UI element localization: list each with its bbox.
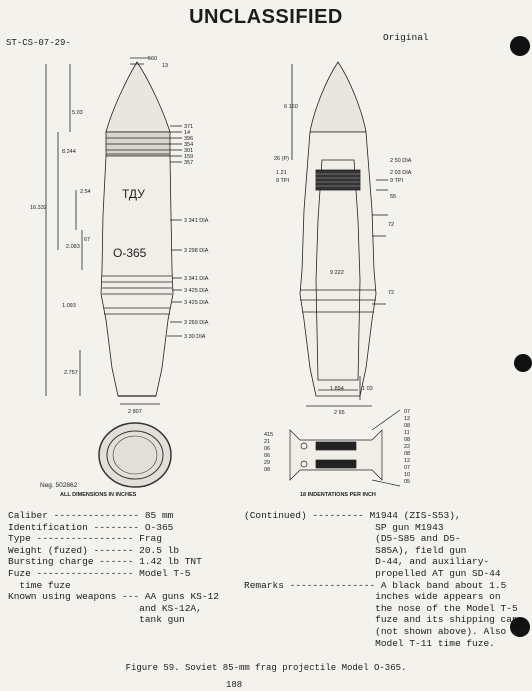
dim-label: 10 (404, 472, 411, 478)
continued-line: propelled AT gun SD-44 (375, 567, 501, 579)
dim-label: 3 425 DIA (184, 288, 209, 294)
spec-value-type: Frag (139, 533, 162, 545)
dim-label: 2 50 DIA (390, 158, 412, 164)
spec-value-fuze: Model T-5 (139, 567, 191, 579)
remarks-label: Remarks (244, 579, 284, 591)
continued-line: S85A), field gun (375, 544, 467, 556)
dim-label: 14 (184, 130, 191, 136)
spec-value-weapons-1: AA guns KS-12 (144, 591, 219, 603)
dim-label: 26 (P) (274, 156, 289, 162)
neg-label: Neg. 502862 (40, 482, 78, 489)
spec-value-weapons-2: and KS-12A, (139, 602, 202, 614)
dim-label: 3 269 DIA (184, 320, 209, 326)
stencil-middle: О-365 (113, 246, 147, 260)
specs-table: Caliber --------------- 85 mm Identification -------- O-365 Type ----------------- Frag Weight (fuzed) ------- 20.5 lb Bursting charge ------ 1.42 lb TNT Fuze ----------------- Model T-5 time fuze Known using weapons --- AA guns KS-12 and KS-12A, tank gun (8, 510, 219, 626)
dim-label: 357 (184, 160, 194, 166)
remarks-line: fuze and its shipping cap (375, 614, 518, 626)
spec-label-weapons: Known using weapons (8, 591, 117, 603)
dim-label: 3 425 DIA (184, 300, 209, 306)
dim-label: 07 (404, 409, 411, 415)
dim-label: 72 (388, 290, 395, 296)
dim-label: 9 222 (330, 270, 344, 276)
dim-label: 08 (264, 467, 271, 473)
figure-caption: Figure 59. Soviet 85-mm frag projectile Model O-365. (125, 663, 407, 673)
dim-label: 6 160 (284, 104, 298, 110)
dim-label: 12 (404, 458, 411, 464)
dim-label: 354 (184, 142, 194, 148)
spec-value-weight: 20.5 lb (139, 544, 180, 556)
spec-value-fuze-cont: time fuze (19, 579, 71, 591)
dim-label: 06 (264, 453, 271, 459)
dim-label: 2.54 (80, 189, 91, 195)
dim-label: 21 (264, 439, 271, 445)
dim-label: 9 TPI (276, 178, 290, 184)
dim-label: 1 03 (362, 386, 373, 392)
dim-label: 06 (264, 446, 271, 452)
document-number: ST-CS-07-29- (6, 38, 71, 48)
dim-label: 415 (264, 432, 274, 438)
projectile-section-view (292, 62, 388, 406)
projectile-exterior-view (46, 58, 182, 404)
dim-label: 22 (404, 444, 411, 450)
dim-label: 67 (84, 237, 91, 243)
spec-value-caliber: 85 mm (144, 510, 174, 521)
dim-label: 2.083 (66, 244, 80, 250)
dim-label: 1.093 (62, 303, 76, 309)
dim-label: 08 (404, 451, 411, 457)
dim-label: 2 65 (334, 410, 345, 416)
remarks-line: A black band about 1.5 (380, 579, 507, 591)
spec-label-weight: Weight (fuzed) (8, 544, 88, 556)
dim-label: 1 21 (276, 170, 287, 176)
dim-label: 3 298 DIA (184, 248, 209, 254)
remarks-line: (not shown above). Also use (375, 625, 530, 637)
band-detail (290, 410, 400, 486)
dim-label: 16.332 (30, 205, 47, 211)
dim-label: 396 (184, 136, 194, 142)
dim-label: 2 03 DIA (390, 170, 412, 176)
spec-label-bursting: Bursting charge (8, 556, 94, 568)
dim-label: 08 (404, 437, 411, 443)
dim-label: 9 TPI (390, 178, 404, 184)
remarks-line: the nose of the Model T-5 (375, 602, 518, 614)
dim-label: 301 (184, 148, 194, 154)
continued-line: SP gun M1943 (375, 521, 444, 533)
dim-label: 2.757 (64, 370, 78, 376)
dim-label: 05 (404, 479, 411, 485)
continued-label: (Continued) (244, 510, 307, 521)
spec-value-bursting: 1.42 lb TNT (139, 556, 202, 568)
spec-value-identification: O-365 (144, 521, 174, 533)
continued-line: M1944 (ZIS-S53), (369, 510, 461, 521)
continued-line: (D5-S85 and D5- (375, 533, 461, 545)
continued-line: D-44, and auxiliary- (375, 556, 490, 568)
dim-label: 07 (404, 465, 411, 471)
dim-label: 55 (390, 194, 397, 200)
page-number: 188 (226, 680, 243, 690)
dim-label: 3 341 DIA (184, 276, 209, 282)
dim-label: 13 (162, 63, 169, 69)
classification-banner: UNCLASSIFIED (189, 6, 343, 28)
dim-label: 2 807 (128, 409, 142, 415)
dim-label: 29 (264, 460, 271, 466)
stencil-top: ТДУ (122, 187, 145, 201)
dim-label: 3 341 DIA (184, 218, 209, 224)
dim-label: 12 (404, 416, 411, 422)
spec-label-type: Type (8, 533, 31, 545)
dim-label: 560 (148, 56, 158, 62)
spec-label-identification: Identification (8, 521, 88, 533)
spec-value-weapons-3: tank gun (139, 614, 185, 626)
band-detail-right-labels (404, 409, 410, 485)
spec-label-caliber: Caliber (8, 510, 48, 521)
dim-label: 72 (388, 222, 395, 228)
indentations-caption: 18 INDENTATIONS PER INCH (300, 492, 376, 498)
dim-label: 08 (404, 423, 411, 429)
continued-and-remarks: (Continued) --------- M1944 (ZIS-S53), SP gun M1943 (D5-S85 and D5- S85A), field gun D-44, and auxiliary- propelled AT gun SD-44 Remarks --------------- A black band about 1.5 inches wide appears on the nose of the Model T-5 fuze and its shipping cap (not shown above). Also use Model T-11 time fuze. (244, 510, 530, 649)
units-caption: ALL DIMENSIONS IN INCHES (60, 492, 137, 498)
original-stamp: Original (383, 32, 429, 43)
dim-label: 11 (404, 430, 410, 436)
dim-label: 159 (184, 154, 194, 160)
band-detail-left-labels (264, 432, 273, 473)
projectile-drawing (0, 50, 532, 502)
dim-label: 5.03 (72, 110, 83, 116)
base-photo (99, 423, 171, 487)
spec-label-fuze: Fuze (8, 567, 31, 579)
dim-label: 8.244 (62, 149, 76, 155)
dim-label: 371 (184, 124, 194, 130)
dim-label: 1 894 (330, 386, 344, 392)
remarks-line: Model T-11 time fuze. (375, 637, 495, 649)
remarks-line: inches wide appears on (375, 591, 501, 603)
dim-label: 3 30 DIA (184, 334, 206, 340)
